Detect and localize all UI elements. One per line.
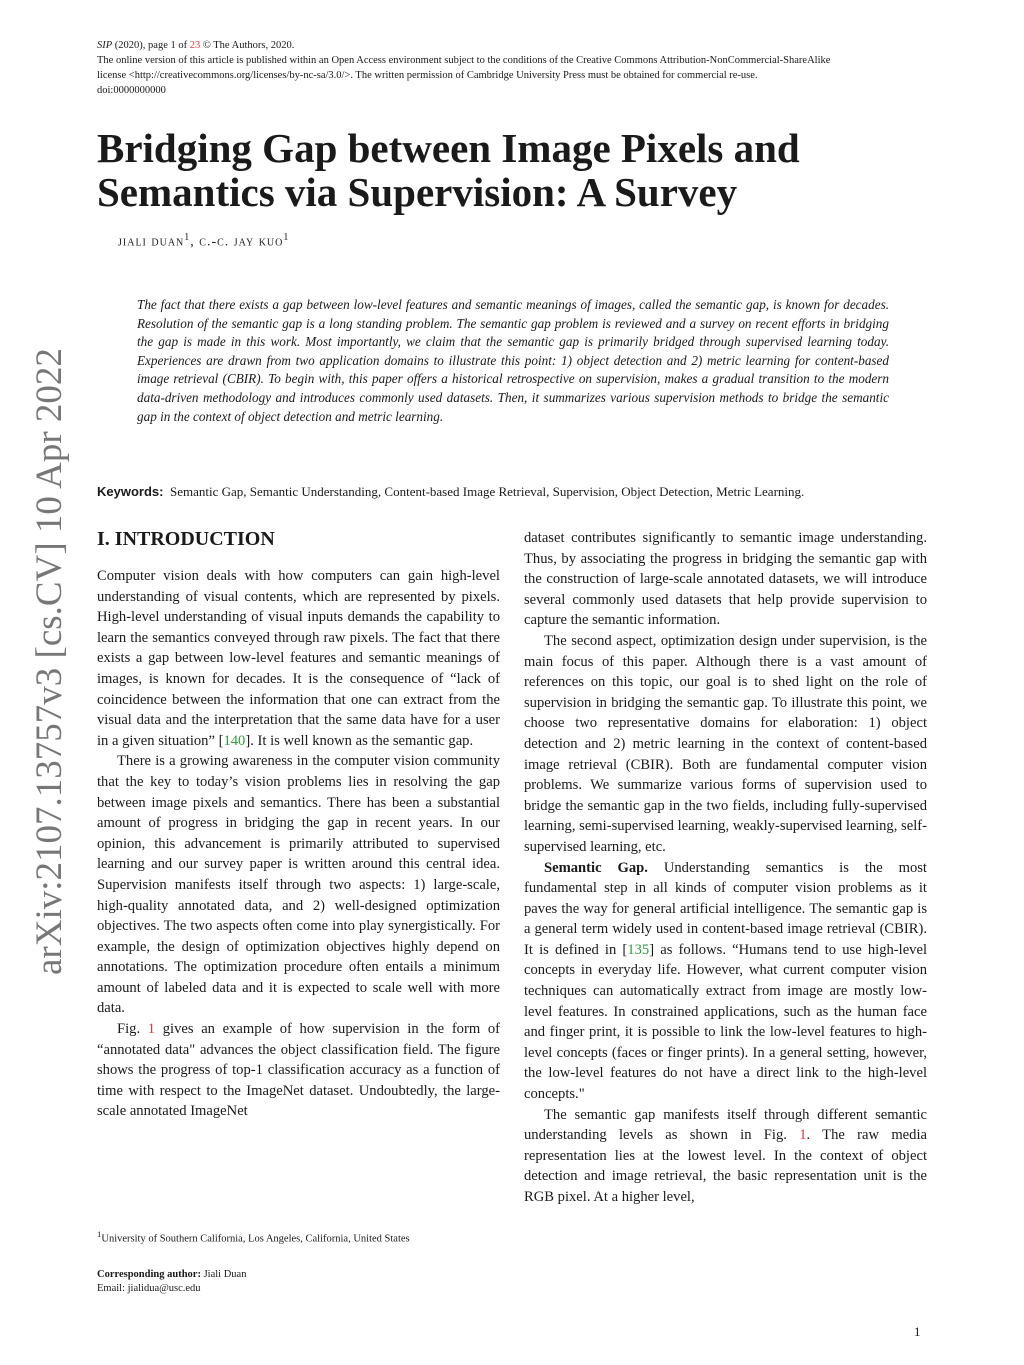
corresponding-name: Jiali Duan xyxy=(200,1269,247,1280)
author-separator: , xyxy=(190,234,200,250)
author-2-affiliation: 1 xyxy=(283,232,290,243)
intro-p1-text: Computer vision deals with how computers can gain high-level understanding of visual contents, which are represented by pixels. High-level understanding of visual inputs demands the capability to learn the semantics conveyed through raw pixels. The fact that there exists a gap between low-level features and semantic meanings of images, is known for decades. It is the consequence of “lack of coincidence between the information that one can extract from the visual data and the interpretation that the same data have for a user in a given situation” [ xyxy=(97,568,500,749)
keywords-text: Semantic Gap, Semantic Understanding, Content-based Image Retrieval, Supervision, Object Detection, Metric Learning. xyxy=(169,484,805,499)
right-column xyxy=(524,528,927,1208)
right-paragraph-4 xyxy=(524,1105,927,1208)
page-number: 1 xyxy=(914,1324,921,1339)
paper-title xyxy=(97,126,927,214)
intro-p3-text: Fig. xyxy=(117,1021,148,1038)
arxiv-stamp: arXiv:2107.13757v3 [cs.CV] 10 Apr 2022 xyxy=(29,348,70,975)
citation-link-140[interactable]: 140 xyxy=(223,732,246,749)
corresponding-label: Corresponding author: xyxy=(97,1269,201,1280)
journal-name: SIP xyxy=(97,40,113,51)
footnote-text: University of Southern California, Los Angeles, California, United States xyxy=(101,1233,410,1245)
title-line-1: Bridging Gap between Image Pixels and xyxy=(97,125,800,171)
author-2: c.-c. jay kuo xyxy=(199,234,284,250)
keywords-label: Keywords: xyxy=(97,484,164,499)
citation-link-135[interactable]: 135 xyxy=(627,941,650,958)
right-paragraph-2: The second aspect, optimization design under supervision, is the main focus of this paper. Although there is a vast amount of references on this topic, our goal is to shed light on the role of supervision in bridging the semantic gap. To illustrate this point, we choose two representative domains for elaboration: 1) object detection and 2) metric learning in the context of content-based image retrieval (CBIR). Both are fundamental computer vision problems. We summarize various forms of supervision used to bridge the semantic gap in the two fields, including fully-supervised learning, semi-supervised learning, weakly-supervised learning, self-supervised learning, etc. xyxy=(524,632,927,855)
corresponding-author xyxy=(97,1268,597,1296)
intro-paragraph-3 xyxy=(97,1019,500,1122)
semantic-gap-text: Understanding semantics is the most fundamental step in all kinds of computer vision problems as it paves the way for general artificial intelligence. The semantic gap is a general term widely used in content-based image retrieval (CBIR). It is defined in [ xyxy=(524,859,927,958)
semantic-gap-label: Semantic Gap. xyxy=(544,859,648,876)
keywords xyxy=(97,484,937,500)
intro-p1-text-end: ]. It is well known as the semantic gap. xyxy=(245,732,474,749)
header-citation-line xyxy=(97,38,927,53)
affiliation-footnote xyxy=(97,1227,597,1247)
author-1-affiliation: 1 xyxy=(184,232,191,243)
intro-paragraph-2: There is a growing awareness in the computer vision community that the key to today’s vision problems lies in resolving the gap between image pixels and semantics. There has been a substantial amount of progress in bridging the gap in recent years. In our opinion, this advancement is primarily attributed to supervised learning and our survey paper is written around this central idea. Supervision manifests itself through two aspects: 1) large-scale, high-quality annotated data, and 2) well-designed optimization objectives. The two aspects often come into play synergistically. For example, the design of optimization objectives highly depend on annotations. The optimization procedure often entails a minimum amount of labeled data and it is expected to scale well with more data. xyxy=(97,753,500,1017)
total-pages-link[interactable]: 23 xyxy=(189,40,201,51)
intro-p3-text-end: gives an example of how supervision in the form of “annotated data" advances the object classification field. The figure shows the progress of top-1 classification accuracy as a function of time with respect to the ImageNet dataset. Undoubtedly, the large-scale annotated ImageNet xyxy=(97,1021,501,1120)
header-copyright: © The Authors, 2020. xyxy=(200,40,295,51)
title-line-2: Semantics via Supervision: A Survey xyxy=(97,169,738,215)
right-p4-text: The semantic gap manifests itself through different semantic understanding levels as shown in Fig. xyxy=(524,1106,927,1144)
semantic-gap-text-end: ] as follows. “Humans tend to use high-level concepts in everyday life. However, what current computer vision techniques can automatically extract from image are mostly low-level features. In constrained applications, such as the human face and finger print, it is possible to link the low-level features to high-level concepts (faces or finger prints). In a general setting, however, the low-level features do not have a direct link to the high-level concepts." xyxy=(524,941,928,1103)
semantic-gap-paragraph xyxy=(524,858,927,1105)
corresponding-author-line xyxy=(97,1268,597,1282)
author-list xyxy=(118,232,289,251)
section-heading-introduction: I. INTRODUCTION xyxy=(97,528,275,550)
header-page-info: (2020), page 1 of xyxy=(112,40,190,51)
license-line-1: The online version of this article is published within an Open Access environment subject to the conditions of the Creative Commons Attribution-NonCommercial-ShareAlike xyxy=(97,55,831,66)
journal-header xyxy=(97,38,927,98)
license-line-2: license <http://creativecommons.org/licenses/by-nc-sa/3.0/>. The written permission of Cambridge University Press must be obtained for commercial re-use. xyxy=(97,70,758,81)
footnote-marker: 1 xyxy=(97,1229,102,1239)
abstract: The fact that there exists a gap between low-level features and semantic meanings of images, called the semantic gap, is known for decades. Resolution of the semantic gap is a long standing problem. The semantic gap problem is reviewed and a survey on recent efforts in bridging the gap is made in this work. Most importantly, we claim that the semantic gap is primarily bridged through supervised learning today. Experiences are drawn from two application domains to illustrate this point: 1) object detection and 2) metric learning for content-based image retrieval (CBIR). To begin with, this paper offers a historical retrospective on supervision, makes a gradual transition to the modern data-driven methodology and introduces commonly used datasets. Then, it summarizes various supervision methods to bridge the semantic gap in the context of object detection and metric learning. xyxy=(137,297,889,424)
figure-link-1[interactable]: 1 xyxy=(147,1021,156,1038)
right-p4-text-end: . The raw media representation lies at the lowest level. In the context of object detection and image retrieval, the basic representation unit is the RGB pixel. At a higher level, xyxy=(524,1127,927,1205)
doi: doi:0000000000 xyxy=(97,85,166,96)
right-paragraph-1: dataset contributes significantly to semantic image understanding. Thus, by associating the progress in bridging the semantic gap with the construction of large-scale annotated datasets, we will introduce several commonly used datasets that help provide supervision to capture the semantic information. xyxy=(524,530,927,629)
figure-link-1-right[interactable]: 1 xyxy=(799,1127,807,1144)
author-1: jiali duan xyxy=(118,234,185,250)
left-column xyxy=(97,566,500,1122)
intro-paragraph-1 xyxy=(97,566,500,751)
corresponding-email: Email: jialidua@usc.edu xyxy=(97,1283,201,1294)
